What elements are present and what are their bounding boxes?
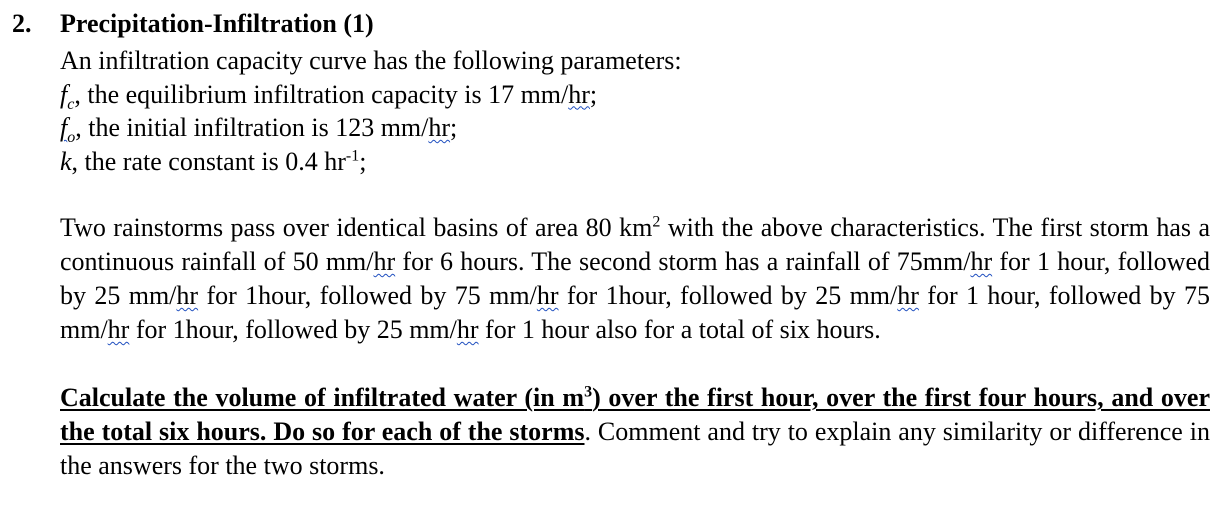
spellcheck-word: hr (970, 247, 993, 276)
param-unit: mm/ (380, 113, 429, 142)
spellcheck-word: hr (536, 281, 559, 310)
storms-text: for 6 hours. The second storm has a rainfall of 75mm/ (395, 247, 971, 276)
storms-text: for 1hour, followed by 75 mm/ (198, 281, 537, 310)
storms-text: Two rainstorms pass over identical basins of area 80 km (60, 213, 653, 242)
task-text: Calculate the volume of infiltrated water (in m (60, 383, 585, 412)
spellcheck-word: hr (568, 79, 590, 109)
task-paragraph (60, 381, 1210, 483)
param-subscript: o (67, 129, 76, 147)
question-heading (12, 8, 374, 40)
storms-text: with the above characteristics. The first storm has a continuous rainfall of 50 mm/ (60, 213, 1210, 276)
question-body (60, 44, 1210, 483)
intro-line: An infiltration capacity curve has the following parameters: (60, 46, 682, 75)
param-fo (60, 111, 1210, 145)
spellcheck-word: hr (428, 113, 451, 142)
area-superscript: 2 (652, 213, 661, 231)
param-symbol: k (60, 146, 72, 176)
paragraph-gap (60, 178, 1210, 211)
param-fc (60, 78, 1210, 112)
param-text: , the rate constant is 0.4 hr (71, 146, 346, 176)
spellcheck-word: hr (176, 281, 199, 310)
storms-paragraph (60, 211, 1210, 347)
storms-text: for 1 hour, followed by 25 mm/ (60, 247, 1210, 310)
param-symbol: f (60, 79, 68, 109)
volume-superscript: 3 (584, 383, 593, 401)
paragraph-gap (60, 347, 1210, 381)
storms-text: for 1hour, followed by 25 mm/ (129, 315, 457, 344)
task-comment: . Comment and try to explain any similarity or difference in the answers for the two storms. (60, 417, 1210, 480)
question-title: Precipitation-Infiltration (1) (60, 9, 374, 38)
spellcheck-word: hr (456, 315, 479, 344)
storms-text: for 1hour, followed by 25 mm/ (558, 281, 898, 310)
storms-text: for 1 hour also for a total of six hours. (478, 315, 881, 344)
question-number: 2. (12, 9, 32, 38)
param-text: , the equilibrium infiltration capacity is 17 (74, 79, 521, 109)
spellcheck-word: hr (897, 281, 919, 310)
param-superscript: -1 (345, 146, 360, 164)
spellcheck-word: hr (373, 247, 396, 276)
param-end: ; (359, 146, 367, 176)
storms-text: for 1 hour, followed by 75 mm/ (60, 281, 1211, 344)
param-subscript: c (67, 95, 75, 113)
param-k (60, 145, 1210, 179)
param-text: , the initial infiltration is 123 (75, 113, 381, 142)
param-symbol: f (60, 113, 68, 142)
param-unit: mm/ (520, 79, 569, 109)
task-text: ) over the first hour, over the first four hours, and over the total six hours. Do so for each of the storms (60, 383, 1210, 446)
param-end: ; (450, 113, 458, 142)
param-end: ; (589, 79, 598, 109)
spellcheck-word: hr (107, 315, 130, 344)
spellcheck-word (60, 113, 76, 147)
